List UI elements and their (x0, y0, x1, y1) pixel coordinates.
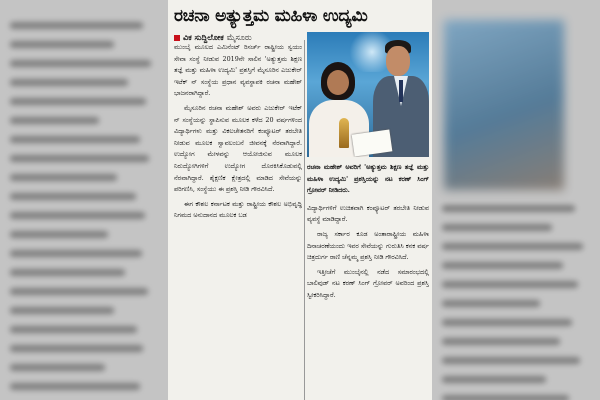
article-paragraph: ರಾಜ್ಯ ಸರ್ಕಾರ ಕೂಡ ಅಂತಾರಾಷ್ಟ್ರೀಯ ಮಹಿಳಾ ದಿನಾಚರಣೆಯಂದು ಇವರ ಸೇವೆಯನ್ನು ಗುರುತಿಸಿ ಕನಕ ವರ್ಷ ಚಿತ್ರದುರ್ಗ ರಾಣಿ ಚೆನ್ನಮ್ಮ ಪ್ರಶಸ್ತಿ ನೀಡಿ ಗೌರವಿಸಿದೆ. (307, 229, 429, 262)
article-paragraph: ಈಗ ಕೌಶಲ ಕರ್ನಾಟಕ ಮತ್ತು ರಾಷ್ಟ್ರೀಯ ಕೌಶಲ ಅಭಿವೃದ್ಧಿ ನಿಗಮದ ಅನುದಾನದ ಮೂಲಕ ಬಡ (174, 199, 302, 220)
newspaper-clipping (168, 0, 432, 400)
byline-place: ಮೈಸೂರು (226, 33, 252, 42)
article-column-left (174, 42, 302, 400)
article-column-right (307, 162, 429, 400)
column-divider (304, 40, 305, 400)
blurred-background-left (0, 0, 168, 400)
article-paragraph: ಇತ್ತೀಚೆಗೆ ಮುಂಬೈನಲ್ಲಿ ನಡೆದ ಸಮಾರಂಭದಲ್ಲಿ ಬಾಲಿವುಡ್ ನಟ ಕರಣ್ ಸಿಂಗ್ ಗ್ರೋವರ್ ಅವರಿಂದ ಪ್ರಶಸ್ತಿ ಸ್ವೀಕರಿಸಿದ್ದಾರೆ. (307, 267, 429, 299)
article-paragraph: ವಿದ್ಯಾರ್ಥಿಗಳಿಗೆ ಉಚಿತವಾಗಿ ಕಂಪ್ಯೂಟರ್ ತರಬೇತಿ ನೀಡುವ ವ್ಯವಸ್ಥೆ ಮಾಡಿದ್ದಾರೆ. (307, 203, 429, 224)
article-paragraph: ಮೈಸೂರಿನ ರಚನಾ ಮಹೇಶ್ ಅವರು ಎಜುಕೇರ್ ಇಟೆಕ್ ನ್ ಸಂಸ್ಥೆಯನ್ನು ಸ್ಥಾಪಿಸುವ ಮೂಲಕ ಕಳೆದ 20 ವರ್ಷಗಳಿಂದ ವಿದ್ಯಾರ್ಥಿಗಳು ಮತ್ತು ವಿಕಲಚೇತನರಿಗೆ ಕಂಪ್ಯೂಟರ್ ತರಬೇತಿ ನೀಡುವ ಮೂಲಕ ಸ್ವಾವಲಂಬನೆ ಜೀವನಕ್ಕೆ ನೆರವಾಗಿದ್ದಾರೆ. ಉದ್ಯೋಗ ಮೇಳವನ್ನು ಆಯೋಜಿಸುವ ಮೂಲಕ ನಿರುದ್ಯೋಗಿಗಳಿಗೆ ಉದ್ಯೋಗ ದೊರಕಿಸಿಕೊಡುವಲ್ಲಿ ನೆರವಾಗಿದ್ದಾರೆ. ಶೈಕ್ಷಣಿಕ ಕ್ಷೇತ್ರದಲ್ಲಿ ಮಾಡಿದ ಸೇವೆಯನ್ನು ಪರಿಗಣಿಸಿ, ಸಂಸ್ಥೆಯು ಈ ಪ್ರಶಸ್ತಿ ನೀಡಿ ಗೌರವಿಸಿದೆ. (174, 103, 302, 194)
byline-bullet-icon (174, 35, 180, 41)
award-photo (307, 32, 429, 157)
trophy-icon (339, 118, 349, 148)
headline: ರಚನಾ ಅತ್ಯುತ್ತಮ ಮಹಿಳಾ ಉದ್ಯಮಿ (174, 6, 368, 26)
blurred-background-right (432, 0, 600, 400)
byline-source: ವಿಕ ಸುದ್ದಿಲೋಕ (183, 33, 224, 42)
photo-caption: ರಚನಾ ಮಹೇಶ್ ಅವರಿಗೆ 'ಅತ್ಯುತ್ತಮ ಶಿಕ್ಷಣ ತಜ್ಞೆ ಮತ್ತು ಮಹಿಳಾ ಉದ್ಯಮಿ' ಪ್ರಶಸ್ತಿಯನ್ನು ನಟ ಕರಣ್ ಸಿಂಗ್ ಗ್ರೋವರ್ ನೀಡಿದರು. (307, 163, 429, 195)
article-paragraph: ಮುಂಬೈ ಮೂಲದ ಎಮಿನೆಂಟ್ ರಿಸರ್ಚ್ ರಾಷ್ಟ್ರೀಯ ಸ್ವಯಂ ಸೇವಾ ಸಂಸ್ಥೆ ನೀಡುವ 2019ನೇ ಸಾಲಿನ 'ಅತ್ಯುತ್ತಮ ಶಿಕ್ಷಣ ತಜ್ಞೆ ಮತ್ತು ಮಹಿಳಾ ಉದ್ಯಮಿ' ಪ್ರಶಸ್ತಿಗೆ ಮೈಸೂರಿನ ಎಜುಕೇರ್ ಇಟೆಕ್ ನ್ ಸಂಸ್ಥೆಯ ಪ್ರಧಾನ ವ್ಯವಸ್ಥಾಪಕಿ ರಚನಾ ಮಹೇಶ್ ಭಾಜನರಾಗಿದ್ದಾರೆ. (174, 43, 302, 98)
